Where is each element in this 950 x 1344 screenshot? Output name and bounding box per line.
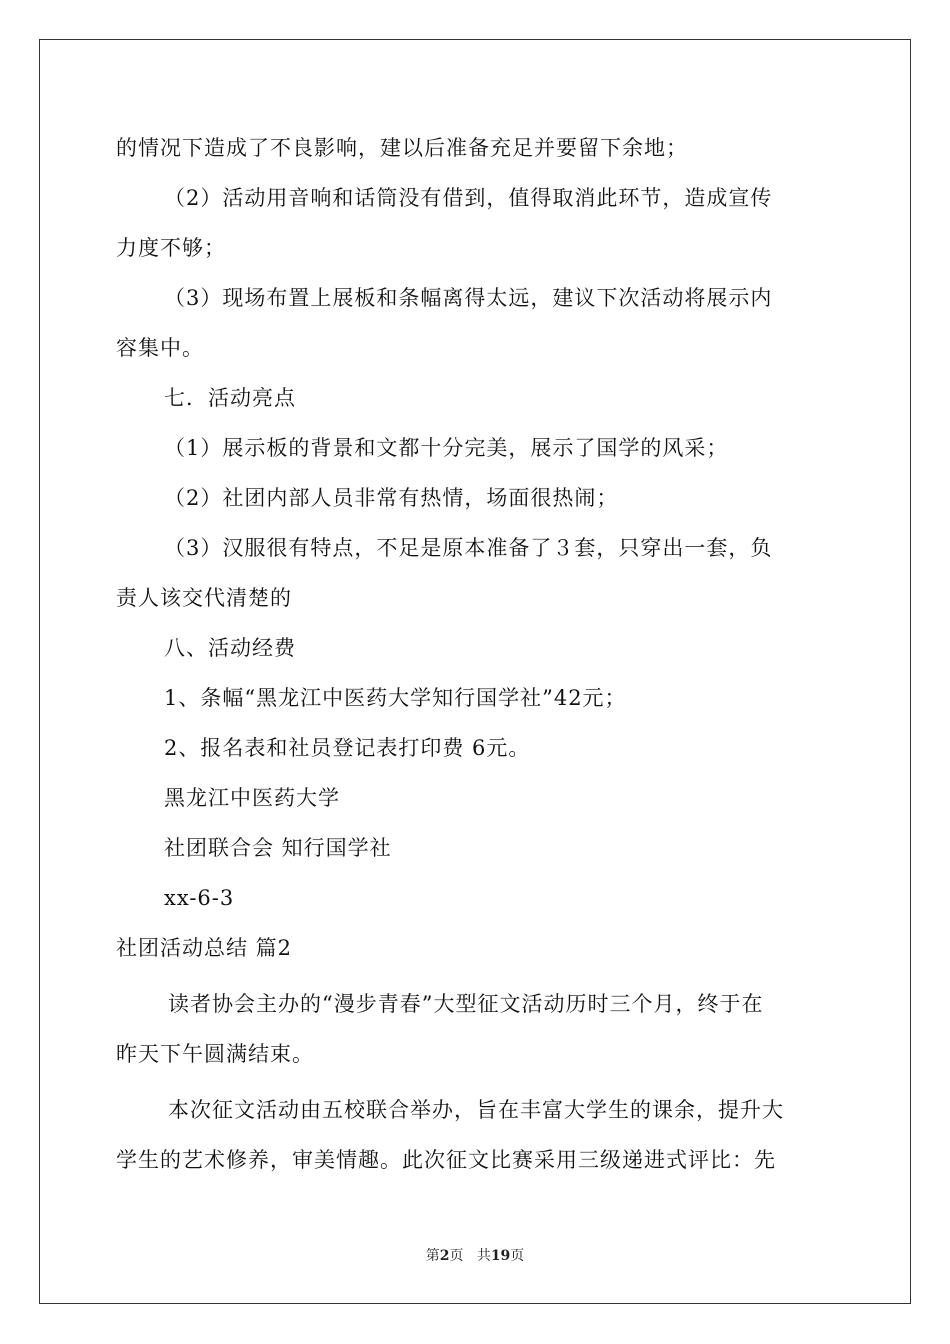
signature-club: 社团联合会 知行国学社 <box>164 836 392 860</box>
paragraph-line: 力度不够； <box>116 236 226 260</box>
paragraph-line: 本次征文活动由五校联合举办，旨在丰富大学生的课余，提升大 <box>168 1098 784 1122</box>
total-suffix: 页 <box>510 1248 525 1264</box>
document-body <box>116 123 836 1185</box>
paragraph-line: 学生的艺术修养，审美情趣。此次征文比赛采用三级递进式评比：先 <box>116 1148 776 1172</box>
section-heading: 八、活动经费 <box>164 636 296 660</box>
article-title: 社团活动总结 篇2 <box>116 936 293 960</box>
paragraph-line: （2）活动用音响和话筒没有借到，值得取消此环节，造成宣传 <box>164 186 773 210</box>
page-footer <box>0 1245 950 1265</box>
paragraph-line: 1、条幅“黑龙江中医药大学知行国学社”42元； <box>164 686 627 710</box>
paragraph-line: 读者协会主办的“漫步青春”大型征文活动历时三个月，终于在 <box>168 992 764 1016</box>
section-heading: 七．活动亮点 <box>164 386 296 410</box>
page-suffix: 页 <box>449 1248 464 1264</box>
page-current: 2 <box>439 1248 450 1264</box>
paragraph-line: 昨天下午圆满结束。 <box>116 1042 314 1066</box>
paragraph-line: 容集中。 <box>116 336 204 360</box>
paragraph-line: （1）展示板的背景和文都十分完美，展示了国学的风采； <box>164 436 729 460</box>
paragraph-line: （2）社团内部人员非常有热情，场面很热闹； <box>164 486 619 510</box>
page-total: 19 <box>490 1248 511 1264</box>
total-prefix: 共 <box>476 1248 491 1264</box>
signature-organization: 黑龙江中医药大学 <box>164 786 340 810</box>
paragraph-line: （3）汉服很有特点，不足是原本准备了３套，只穿出一套，负 <box>164 536 773 560</box>
signature-date: xx-6-3 <box>164 886 235 910</box>
page-prefix: 第 <box>425 1248 440 1264</box>
paragraph-line: 责人该交代清楚的 <box>116 586 292 610</box>
paragraph-line: 2、报名表和社员登记表打印费 6元。 <box>164 736 531 760</box>
paragraph-line: 的情况下造成了不良影响，建以后准备充足并要留下余地； <box>116 136 688 160</box>
paragraph-line: （3）现场布置上展板和条幅离得太远，建议下次活动将展示内 <box>164 286 773 310</box>
